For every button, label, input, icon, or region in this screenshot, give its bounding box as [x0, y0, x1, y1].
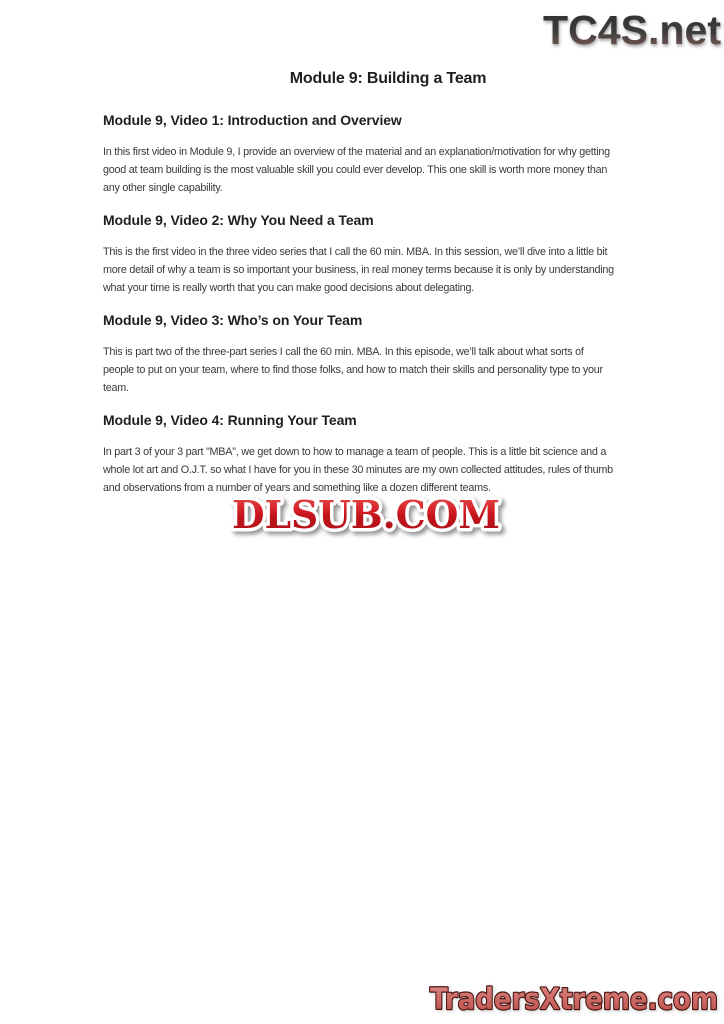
tc4s-logo-icon	[533, 2, 724, 54]
section-video-4	[103, 410, 673, 497]
tradersxtreme-watermark	[424, 974, 724, 1022]
paragraph-line: This is part two of the three-part series I call the 60 min. MBA. In this episode, we’ll talk about what sorts of	[103, 346, 584, 358]
dlsub-logo-icon	[220, 488, 512, 540]
section-heading: Module 9, Video 4: Running Your Team	[103, 412, 357, 428]
paragraph-line: team.	[103, 382, 129, 394]
paragraph-line: whole lot art and O.J.T. so what I have for you in these 30 minutes are my own collected attitudes, rules of thumb	[103, 464, 613, 476]
document-content	[103, 68, 673, 510]
tradersxtreme-logo-icon	[424, 974, 724, 1022]
paragraph-line: any other single capability.	[103, 182, 223, 194]
paragraph-line: good at team building is the most valuable skill you could ever develop. This one skill is worth more money than	[103, 164, 608, 176]
section-video-2	[103, 210, 673, 297]
dlsub-watermark	[220, 488, 512, 540]
paragraph-line: what your time is really worth that you can make good decisions about delegating.	[103, 282, 475, 294]
paragraph-line: and observations from a number of years and something like a dozen different teams.	[103, 482, 491, 494]
section-video-1	[103, 110, 673, 197]
paragraph-line: This is the first video in the three video series that I call the 60 min. MBA. In this session, we’ll dive into a little bit	[103, 246, 608, 258]
tradersxtreme-watermark-text: TradersXtreme.com	[430, 982, 718, 1016]
section-heading: Module 9, Video 2: Why You Need a Team	[103, 212, 374, 228]
page-title: Module 9: Building a Team	[289, 70, 487, 87]
tc4s-watermark-text: TC4S.net	[543, 7, 722, 53]
paragraph-line: people to put on your team, where to find those folks, and how to match their skills and personality type to your	[103, 364, 603, 376]
section-heading: Module 9, Video 3: Who’s on Your Team	[103, 312, 363, 328]
section-video-3	[103, 310, 673, 397]
paragraph-line: more detail of why a team is so important your business, in real money terms because it is only by understanding	[103, 264, 614, 276]
paragraph-line: In part 3 of your 3 part "MBA", we get down to how to manage a team of people. This is a little bit science and a	[103, 446, 607, 458]
tc4s-watermark	[533, 2, 724, 54]
paragraph-line: In this first video in Module 9, I provide an overview of the material and an explanation/motivation for why getting	[103, 146, 610, 158]
dlsub-watermark-text: DLSUB.COM	[232, 492, 500, 537]
section-heading: Module 9, Video 1: Introduction and Overview	[103, 112, 402, 128]
